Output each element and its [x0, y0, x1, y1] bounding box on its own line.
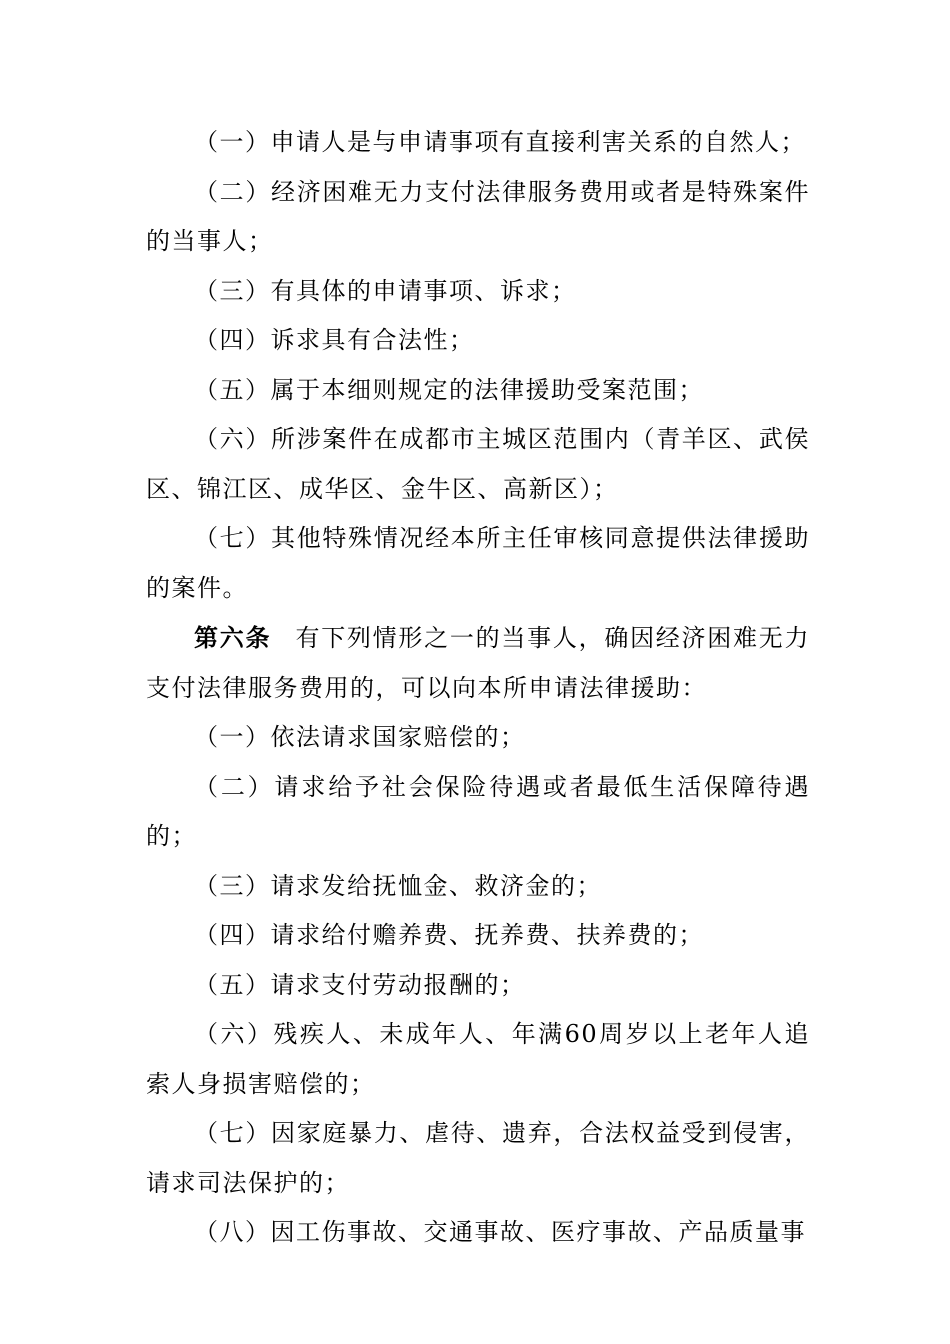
clause-6: （六）所涉案件在成都市主城区范围内（青羊区、武侯区、锦江区、成华区、金牛区、高新区）； [146, 425, 810, 503]
item-1: （一）依法请求国家赔偿的； [194, 723, 526, 751]
item-2: （二）请求给予社会保险待遇或者最低生活保障待遇的； [146, 772, 810, 850]
article-6 [146, 613, 810, 713]
item-6: （六）残疾人、未成年人、年满60周岁以上老年人追索人身损害赔偿的； [146, 1020, 810, 1098]
item-8: （八）因工伤事故、交通事故、医疗事故、产品质量事 [194, 1218, 806, 1246]
clause-3: （三）有具体的申请事项、诉求； [194, 276, 577, 305]
clause-5: （五）属于本细则规定的法律援助受案范围； [194, 375, 704, 404]
item-7: （七）因家庭暴力、虐待、遗弃，合法权益受到侵害，请求司法保护的； [146, 1119, 810, 1197]
document-body [146, 118, 810, 1258]
clause-4: （四）诉求具有合法性； [194, 326, 475, 354]
clause-7: （七）其他特殊情况经本所主任审核同意提供法律援助的案件。 [146, 524, 810, 602]
clause-1: （一）申请人是与申请事项有直接利害关系的自然人； [194, 128, 806, 156]
item-3: （三）请求发给抚恤金、救济金的； [194, 871, 602, 900]
item-5: （五）请求支付劳动报酬的； [194, 970, 526, 999]
article-6-text: 有下列情形之一的当事人，确因经济困难无力支付法律服务费用的，可以向本所申请法律援助： [146, 624, 810, 702]
item-4: （四）请求给付赡养费、抚养费、扶养费的； [194, 921, 704, 949]
article-6-heading: 第六条 [194, 623, 272, 652]
clause-2: （二）经济困难无力支付法律服务费用或者是特殊案件的当事人； [146, 177, 810, 255]
